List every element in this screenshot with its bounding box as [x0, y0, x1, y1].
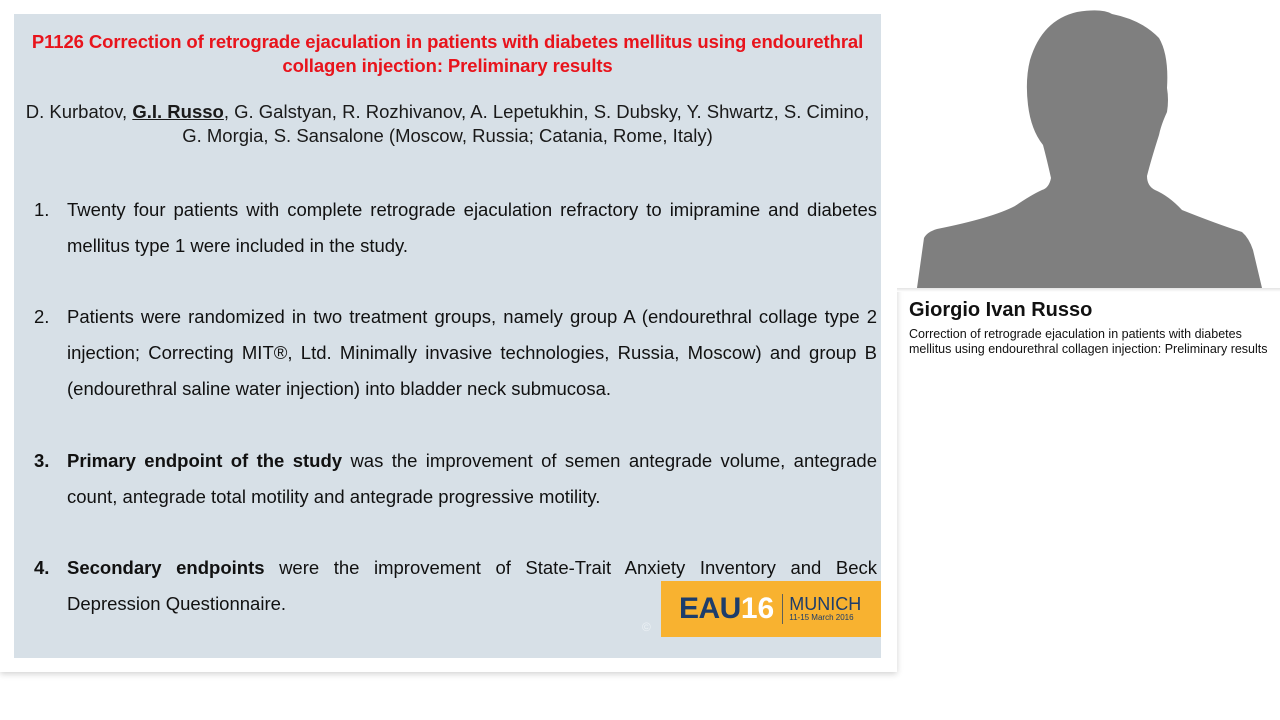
copyright-mark: © [642, 620, 651, 634]
item-number: 4. [34, 557, 50, 578]
slide [14, 14, 881, 658]
item-text [67, 443, 877, 515]
logo-dates: 11-15 March 2016 [789, 613, 854, 622]
item-rest: were the improvement of State-Trait Anxiety Inventory and Beck Depression Questionnaire. [67, 557, 877, 614]
list-item [34, 443, 877, 515]
speaker-name: Giorgio Ivan Russo [909, 299, 1093, 321]
speaker-avatar [897, 0, 1280, 288]
slide-title: P1126 Correction of retrograde ejaculation in patients with diabetes mellitus using endourethral collagen injection: Preliminary results [31, 31, 864, 76]
talk-title: Correction of retrograde ejaculation in patients with diabetes mellitus using endourethral collagen injection: Preliminary results [909, 327, 1268, 356]
logo-eau: EAU [679, 592, 741, 625]
presenting-author: G.I. Russo [132, 101, 224, 122]
person-silhouette-icon [897, 0, 1280, 288]
item-number: 2. [34, 306, 50, 327]
item-number: 1. [34, 199, 50, 220]
item-number: 3. [34, 450, 50, 471]
authors-after: , G. Galstyan, R. Rozhivanov, A. Lepetukhin, S. Dubsky, Y. Shwartz, S. Cimino, G. Morgia, S. Sansalone (Moscow, Russia; Catania, Rome, Italy) [182, 101, 870, 146]
eau16-logo [661, 581, 881, 637]
logo-year: 16 [740, 592, 775, 625]
list-item [34, 192, 877, 264]
item-bold-lead: Primary endpoint of the study [67, 450, 343, 471]
logo-city-block [789, 595, 861, 623]
authors-before: D. Kurbatov, [25, 101, 133, 122]
list-item [34, 299, 877, 407]
logo-divider [782, 594, 783, 624]
item-rest: was the improvement of semen antegrade volume, antegrade count, antegrade total motility and antegrade progressive motility. [67, 450, 877, 507]
logo-city: MUNICH [789, 594, 862, 614]
item-bold-lead: Secondary endpoints [67, 557, 265, 578]
divider [897, 288, 1280, 292]
item-text: Twenty four patients with complete retrograde ejaculation refractory to imipramine and diabetes mellitus type 1 were included in the study. [67, 199, 877, 256]
item-text: Patients were randomized in two treatment groups, namely group A (endourethral collage type 2 injection; Correcting MIT®, Ltd. Minimally invasive technologies, Russia, Moscow) and group B (endourethral saline water injection) into bladder neck submucosa. [67, 306, 877, 399]
author-list [14, 100, 881, 148]
